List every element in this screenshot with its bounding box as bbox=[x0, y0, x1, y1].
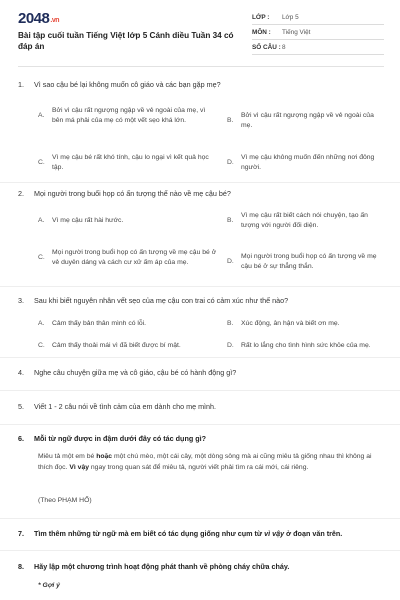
bold-word: Vì vậy bbox=[69, 463, 90, 471]
question-8 bbox=[18, 562, 384, 589]
option-a[interactable]: A. Bởi vì cậu rất ngượng ngập về vẻ ngoài của mẹ, vì bên má phải của mẹ có một vết sẹo khá lớn. bbox=[38, 107, 206, 124]
document-title: Bài tập cuối tuần Tiếng Việt lớp 5 Cánh diều Tuần 34 có đáp án bbox=[18, 31, 234, 51]
question-5 bbox=[18, 402, 384, 412]
option-b[interactable]: B. Bởi vì cậu rất ngượng ngập về vẻ ngoài của mẹ. bbox=[227, 112, 374, 129]
question-number: 4. bbox=[18, 368, 24, 377]
divider bbox=[0, 550, 400, 551]
divider bbox=[0, 357, 400, 358]
option-c[interactable]: C. Vì mẹ cậu bé rất khó tính, cậu lo ngại vì kết quả học tập. bbox=[38, 154, 209, 171]
divider bbox=[0, 518, 400, 519]
question-6 bbox=[18, 434, 384, 504]
question-2 bbox=[18, 189, 384, 270]
hint-label: * Gợi ý bbox=[38, 582, 60, 589]
passage: Miêu tả một em bé hoặc một chú mèo, một cái cây, một dòng sông mà ai cũng miêu tả giống nhau thì không ai thích đọc. Vì vậy ngay trong quan sát để miêu tả, người viết phải tìm ra cái mới, cái riêng. bbox=[38, 453, 372, 471]
divider bbox=[0, 424, 400, 425]
option-a[interactable]: A. Vì mẹ cậu rất hài hước. bbox=[38, 217, 124, 224]
option-c[interactable]: C. Mọi người trong buổi họp có ấn tượng về mẹ cậu bé ở vẻ duyên dáng và cách cư xử ấm áp của mẹ. bbox=[38, 249, 217, 266]
question-number: 5. bbox=[18, 402, 24, 411]
site-logo[interactable]: 2048.vn bbox=[18, 10, 59, 27]
option-c[interactable]: C. Cảm thấy thoải mái vì đã biết được bí mật. bbox=[38, 342, 181, 349]
bold-word: hoặc bbox=[96, 453, 113, 460]
question-number: 3. bbox=[18, 296, 24, 305]
option-d[interactable]: D. Mọi người trong buổi họp có ấn tượng về mẹ cậu bé ở sự thẳng thắn. bbox=[227, 253, 377, 270]
question-number: 2. bbox=[18, 189, 24, 198]
question-text: Mọi người trong buổi họp có ấn tượng thế nào về mẹ cậu bé? bbox=[34, 189, 231, 198]
question-text: Viết 1 - 2 câu nói về tình cảm của em dành cho mẹ mình. bbox=[34, 402, 217, 411]
header bbox=[18, 10, 384, 62]
header-divider bbox=[18, 66, 384, 67]
option-b[interactable]: B. Xúc động, ân hận và biết ơn mẹ. bbox=[227, 320, 340, 327]
divider bbox=[0, 182, 400, 183]
question-number: 6. bbox=[18, 434, 24, 443]
info-panel bbox=[252, 10, 384, 55]
info-subject: MÔN : Tiếng Việt bbox=[252, 25, 384, 40]
question-text: Mỗi từ ngữ được in đậm dưới đây có tác dụng gì? bbox=[34, 434, 206, 443]
question-3 bbox=[18, 296, 384, 349]
option-b[interactable]: B. Vì mẹ cậu rất biết cách nói chuyện, tạo ấn tượng với người đối diện. bbox=[227, 212, 368, 229]
question-text: Vì sao cậu bé lại không muốn cô giáo và các bạn gặp mẹ? bbox=[34, 80, 221, 89]
question-text: Sau khi biết nguyên nhân vết sẹo của mẹ cậu con trai có cảm xúc như thế nào? bbox=[34, 296, 289, 305]
option-a[interactable]: A. Cảm thấy bản thân mình có lỗi. bbox=[38, 320, 147, 327]
info-question-count: SỐ CÂU : 8 bbox=[252, 40, 384, 55]
info-class: LỚP : Lớp 5 bbox=[252, 10, 384, 25]
option-d[interactable]: D. Vì mẹ cậu không muốn đến những nơi đông người. bbox=[227, 154, 375, 171]
question-text: Nghe câu chuyện giữa mẹ và cô giáo, cậu bé có hành động gì? bbox=[34, 368, 237, 377]
question-1 bbox=[18, 80, 384, 171]
question-number: 8. bbox=[18, 562, 24, 571]
question-number: 7. bbox=[18, 529, 24, 538]
divider bbox=[0, 390, 400, 391]
divider bbox=[0, 286, 400, 287]
question-text: Tìm thêm những từ ngữ mà em biết có tác dụng giống như cụm từ vì vậy ở đoạn văn trên. bbox=[34, 529, 343, 538]
question-number: 1. bbox=[18, 80, 24, 89]
passage-source: (Theo PHẠM HỔ) bbox=[38, 497, 92, 504]
question-4 bbox=[18, 368, 384, 378]
question-text: Hãy lập một chương trình hoạt động phát thanh về phòng cháy chữa cháy. bbox=[34, 562, 290, 571]
question-7 bbox=[18, 529, 384, 539]
option-d[interactable]: D. Rất lo lắng cho tình hình sức khỏe của mẹ. bbox=[227, 342, 371, 349]
